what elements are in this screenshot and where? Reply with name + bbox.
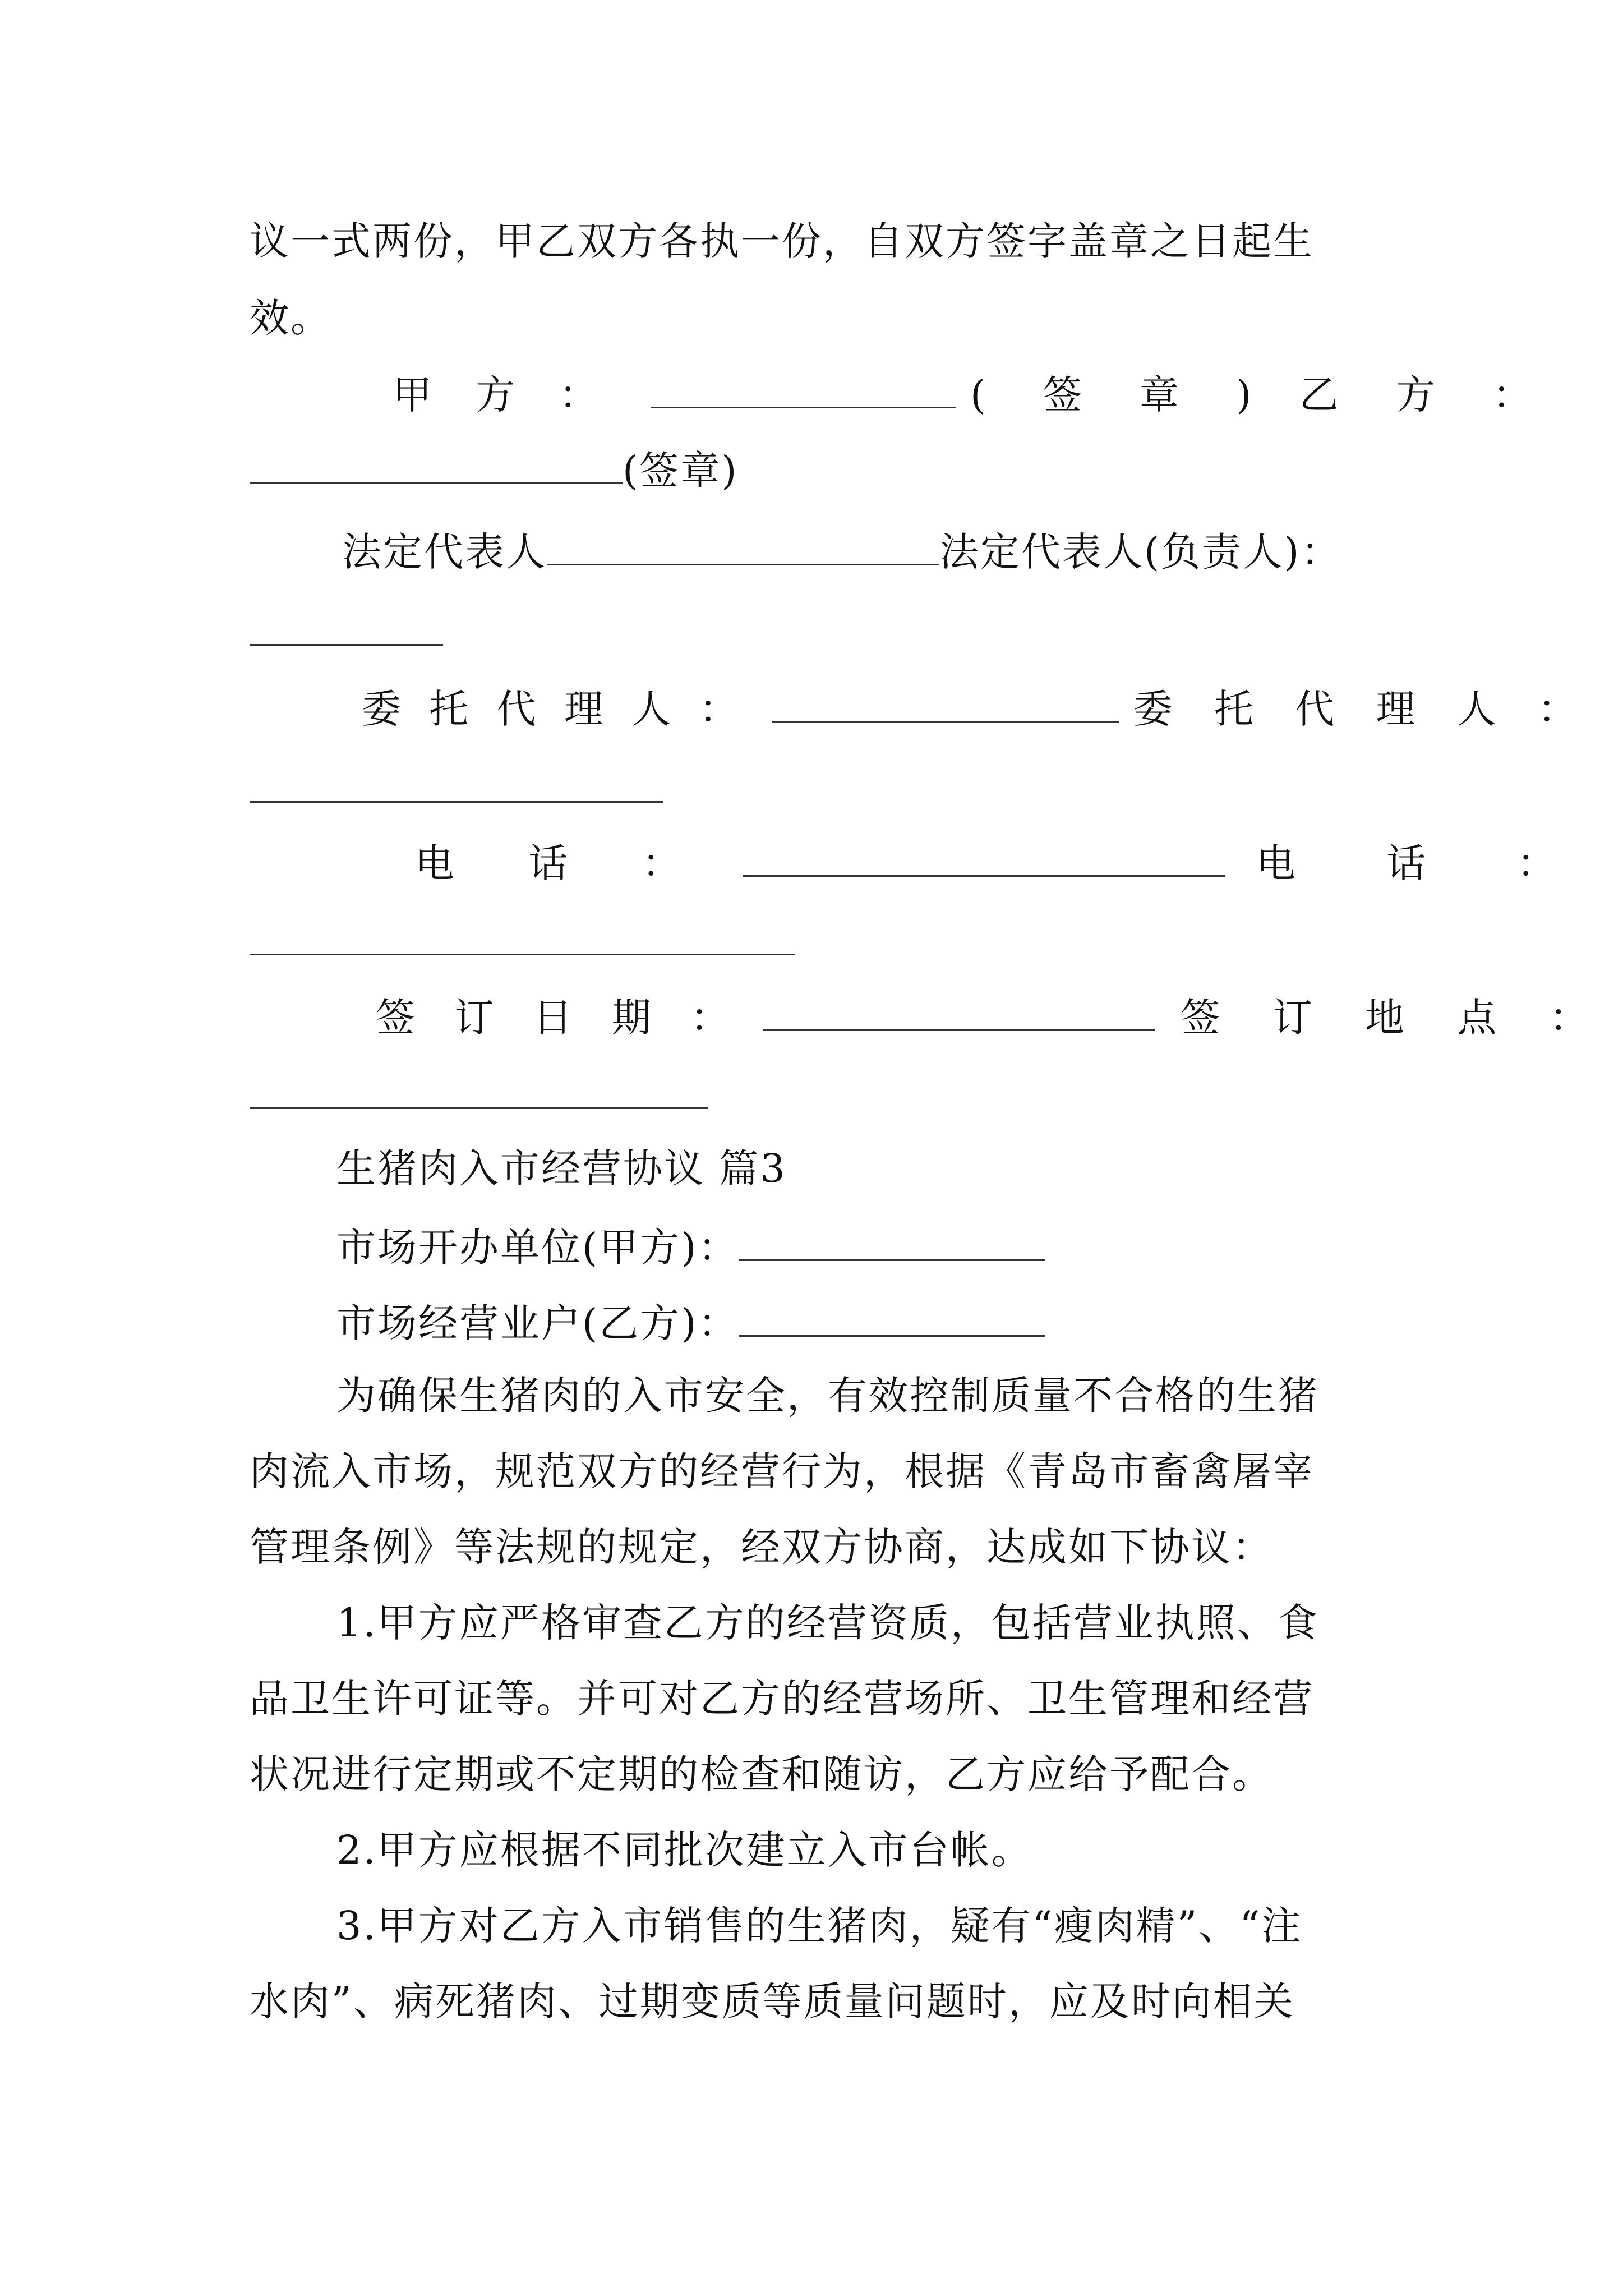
party-b-row — [336, 1296, 1475, 1350]
agent-a-blank[interactable] — [772, 682, 1119, 723]
legal-rep-a-label: 法定代表人 — [342, 529, 547, 575]
paragraph-line: 为确保生猪肉的入市安全，有效控制质量不合格的生猪 — [336, 1373, 1319, 1419]
sign-date-label: 签 订 日 期 ： — [376, 995, 744, 1041]
paragraph-line: 效。 — [250, 295, 331, 341]
phone-b-blank[interactable] — [250, 954, 795, 955]
phone-a-blank[interactable] — [743, 836, 1225, 877]
market-vendor-label: 市场经营业户(乙方)： — [336, 1300, 739, 1346]
agent-a-label: 委 托 代 理 人 ： — [362, 686, 746, 732]
clause-line: 状况进行定期或不定期的检查和随访，乙方应给予配合。 — [250, 1751, 1273, 1797]
sign-date-blank[interactable] — [763, 990, 1155, 1031]
legal-rep-b-label: 法定代表人(负责人)： — [939, 529, 1342, 575]
market-vendor-blank[interactable] — [739, 1296, 1045, 1337]
clause-line: 3.甲方对乙方入市销售的生猪肉，疑有“瘦肉精”、“注 — [336, 1903, 1303, 1949]
signature-row-date — [376, 990, 1609, 1045]
party-a-blank[interactable] — [651, 367, 956, 408]
party-b-blank[interactable] — [250, 443, 623, 484]
agent-b-label: 委 托 代 理 人 ： — [1133, 686, 1592, 732]
party-a-label: 甲 方 ： — [393, 372, 614, 418]
market-operator-blank[interactable] — [739, 1220, 1045, 1261]
sign-place-label: 签 订 地 点 ： — [1181, 995, 1609, 1041]
clause-line: 水肉”、病死猪肉、过期变质等质量问题时，应及时向相关 — [250, 1978, 1295, 2024]
legal-rep-a-blank[interactable] — [547, 524, 939, 565]
signature-row-party — [393, 367, 1555, 422]
paragraph-line: 肉流入市场，规范双方的经营行为，根据《青岛市畜禽屠宰 — [250, 1448, 1314, 1494]
signature-row-phone — [415, 836, 1596, 890]
clause-line: 品卫生许可证等。并可对乙方的经营场所、卫生管理和经营 — [250, 1676, 1314, 1722]
signature-row-agent — [362, 682, 1592, 736]
phone-a-label: 电 话 ： — [415, 840, 712, 886]
section-title: 生猪肉入市经营协议 篇3 — [336, 1145, 787, 1191]
clause-line: 2.甲方应根据不同批次建立入市台帐。 — [336, 1827, 1032, 1873]
sign-place-blank[interactable] — [250, 1107, 708, 1109]
market-operator-label: 市场开办单位(甲方)： — [336, 1225, 739, 1271]
signature-row-legal-rep — [342, 524, 1388, 579]
signature-row-seal — [250, 443, 1388, 498]
clause-line: 1.甲方应严格审查乙方的经营资质，包括营业执照、食 — [336, 1600, 1319, 1646]
legal-rep-b-blank[interactable] — [250, 644, 443, 646]
seal-label: ( 签 章 ) — [970, 372, 1274, 418]
agent-b-blank[interactable] — [250, 801, 663, 803]
phone-b-label: 电 话 ： — [1256, 840, 1596, 886]
seal-label-b: (签章) — [623, 448, 739, 494]
party-a-row — [336, 1220, 1475, 1274]
party-b-label: 乙 方 ： — [1299, 372, 1555, 418]
paragraph-line: 管理条例》等法规的规定，经双方协商，达成如下协议： — [250, 1524, 1273, 1570]
paragraph-line: 议一式两份，甲乙双方各执一份，自双方签字盖章之日起生 — [250, 218, 1314, 264]
